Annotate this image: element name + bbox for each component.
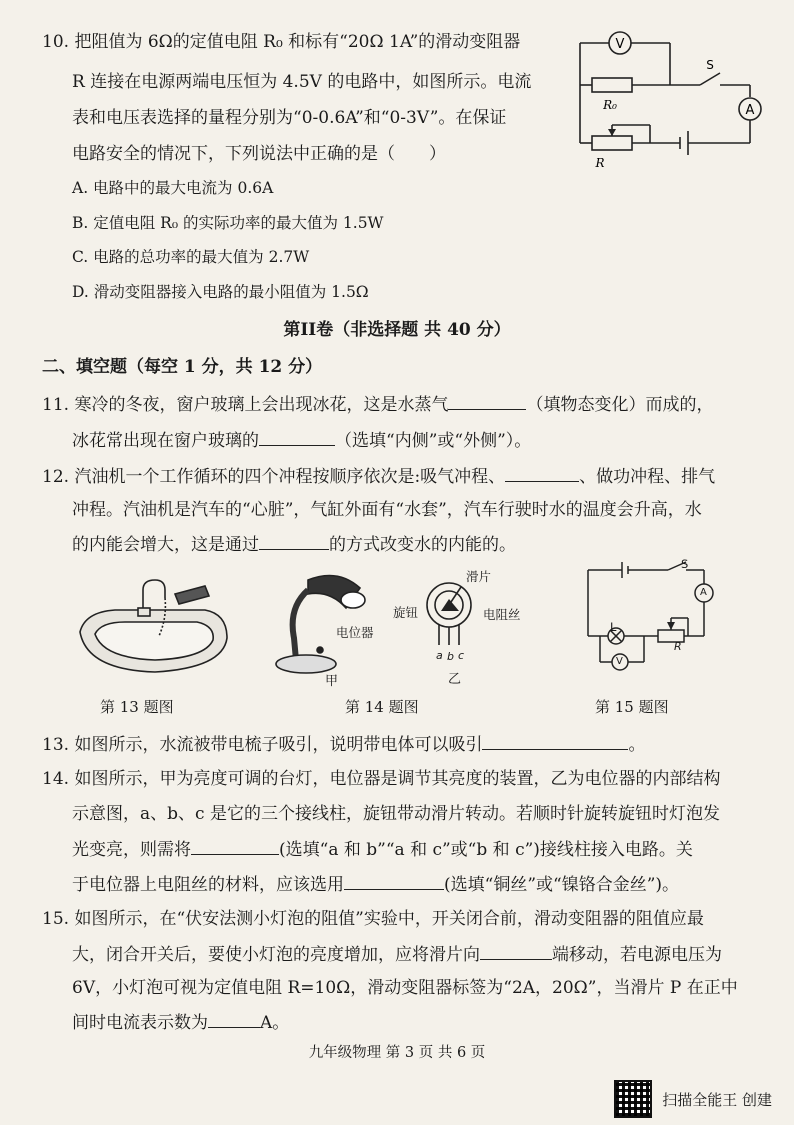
qr-code-icon bbox=[614, 1080, 652, 1118]
fig14-wire-label: 电阻丝 bbox=[483, 607, 521, 622]
fig14-terminal-b: b bbox=[447, 650, 454, 663]
q10-fig-voltmeter-label: V bbox=[615, 37, 625, 52]
q12-line1 bbox=[42, 464, 715, 489]
q10-line2: R 连接在电源两端电压恒为 4.5V 的电路中，如图所示。电流 bbox=[72, 72, 532, 92]
q10-option-d: D. 滑动变阻器接入电路的最小阻值为 1.5Ω bbox=[72, 283, 369, 301]
q11-text-1b: （填物态变化）而成的， bbox=[526, 395, 714, 415]
q14-text-3b: (选填“a 和 b”“a 和 c”或“b 和 c”)接线柱接入电路。关 bbox=[279, 840, 693, 860]
section2-heading-text: 二、填空题（每空 1 分，共 12 分） bbox=[42, 357, 323, 377]
q11-text-2a: 冰花常出现在窗户玻璃的 bbox=[72, 431, 259, 451]
q14-line1: 14. 如图所示，甲为亮度可调的台灯，电位器是调节其亮度的装置，乙为电位器的内部结构 bbox=[42, 769, 721, 789]
q10-circuit-diagram bbox=[570, 25, 770, 175]
q11-text-2b: （选填“内侧”或“外侧”）。 bbox=[335, 431, 532, 451]
q13-line bbox=[42, 732, 645, 757]
fig14-terminal-c: c bbox=[458, 649, 465, 662]
q12-text-3a: 的内能会增大，这是通过 bbox=[72, 535, 259, 555]
q13-text-a: 13. 如图所示，水流被带电梳子吸引，说明带电体可以吸引 bbox=[42, 735, 483, 755]
q14-line2: 示意图，a、b、c 是它的三个接线柱，旋钮带动滑片转动。若顺时针旋转旋钮时灯泡发 bbox=[72, 804, 720, 824]
fig15-caption: 第 15 题图 bbox=[595, 698, 669, 716]
q15-blank-1[interactable] bbox=[480, 942, 552, 960]
fig14-slider-label: 滑片 bbox=[466, 569, 492, 584]
scanner-watermark bbox=[614, 1080, 772, 1118]
q13-text-b: 。 bbox=[628, 735, 646, 755]
fig15-circuit-diagram bbox=[578, 560, 728, 685]
q15-text-2a: 大，闭合开关后，要使小灯泡的亮度增加，应将滑片向 bbox=[72, 945, 480, 965]
fig14-yi-label: 乙 bbox=[448, 672, 462, 687]
scanner-watermark-text: 扫描全能王 创建 bbox=[662, 1090, 772, 1109]
q12-text-1a: 12. 汽油机一个工作循环的四个冲程按顺序依次是:吸气冲程、 bbox=[42, 467, 506, 487]
q10-option-c: C. 电路的总功率的最大值为 2.7W bbox=[72, 248, 310, 266]
fig15-voltmeter-label: V bbox=[616, 656, 623, 667]
fig15-ammeter-label: A bbox=[700, 587, 707, 598]
q12-text-1b: 、做功冲程、排气 bbox=[579, 467, 716, 487]
q10-fig-switch-label: S bbox=[706, 58, 714, 72]
fig14-pot-label: 电位器 bbox=[336, 625, 374, 640]
q10-fig-ammeter-label: A bbox=[745, 103, 755, 118]
q15-text-4a: 间时电流表示数为 bbox=[72, 1013, 208, 1033]
q11-line1 bbox=[42, 392, 713, 417]
q10-line1: 10. 把阻值为 6Ω的定值电阻 R₀ 和标有“20Ω 1A”的滑动变阻器 bbox=[42, 32, 521, 52]
q10-option-a: A. 电路中的最大电流为 0.6A bbox=[72, 179, 274, 197]
q14-text-4a: 于电位器上电阻丝的材料，应该选用 bbox=[72, 875, 344, 895]
q15-line1: 15. 如图所示，在“伏安法测小灯泡的阻值”实验中，开关闭合前，滑动变阻器的阻值应最 bbox=[42, 909, 704, 929]
q14-text-4b: (选填“铜丝”或“镍铬合金丝”)。 bbox=[444, 875, 680, 895]
q15-text-2b: 端移动，若电源电压为 bbox=[552, 945, 722, 965]
q11-line2 bbox=[72, 428, 531, 453]
q15-blank-2[interactable] bbox=[208, 1010, 260, 1028]
q10-fig-r-label: R bbox=[595, 156, 605, 170]
q12-text-3b: 的方式改变水的内能的。 bbox=[329, 535, 516, 555]
q15-text-4b: A。 bbox=[260, 1013, 290, 1033]
q12-blank-1[interactable] bbox=[505, 464, 579, 482]
q10-line3: 表和电压表选择的量程分别为“0-0.6A”和“0-3V”。在保证 bbox=[72, 108, 507, 128]
q11-blank-1[interactable] bbox=[448, 392, 526, 410]
q12-line3 bbox=[72, 532, 516, 557]
q15-line3: 6V，小灯泡可视为定值电阻 R=10Ω，滑动变阻器标签为“2A，20Ω”，当滑片 P 在正中 bbox=[72, 978, 738, 998]
q10-line4: 电路安全的情况下，下列说法中正确的是（ ） bbox=[72, 144, 446, 164]
fig15-lamp-label: L bbox=[610, 620, 617, 634]
q10-fig-r0-label: R₀ bbox=[603, 98, 617, 112]
q11-text-1a: 11. 寒冷的冬夜，窗户玻璃上会出现冰花，这是水蒸气 bbox=[42, 395, 449, 415]
q10-option-b: B. 定值电阻 R₀ 的实际功率的最大值为 1.5W bbox=[72, 214, 384, 232]
fig14-terminal-a: a bbox=[436, 649, 443, 662]
fig14-jia-label: 甲 bbox=[325, 674, 339, 689]
fig15-rheostat-label: R bbox=[674, 640, 682, 653]
part2-title: 第II卷（非选择题 共 40 分） bbox=[283, 320, 511, 340]
q14-blank-2[interactable] bbox=[344, 872, 444, 890]
q12-line2: 冲程。汽油机是汽车的“心脏”，气缸外面有“水套”，汽车行驶时水的温度会升高，水 bbox=[72, 500, 702, 520]
page-footer: 九年级物理 第 3 页 共 6 页 bbox=[308, 1045, 486, 1061]
section2-heading bbox=[42, 355, 322, 379]
fig14-caption: 第 14 题图 bbox=[345, 698, 419, 716]
fig14-knob-label: 旋钮 bbox=[393, 605, 419, 620]
q14-line4 bbox=[72, 872, 679, 897]
q13-blank[interactable] bbox=[482, 732, 628, 750]
fig13-basin-illustration bbox=[75, 572, 235, 684]
q14-text-3a: 光变亮，则需将 bbox=[72, 840, 191, 860]
fig13-caption: 第 13 题图 bbox=[100, 698, 174, 716]
q15-line4 bbox=[72, 1010, 289, 1035]
fig15-switch-label: S bbox=[681, 557, 689, 571]
q14-line3 bbox=[72, 837, 693, 862]
q15-line2 bbox=[72, 942, 722, 967]
q11-blank-2[interactable] bbox=[259, 428, 335, 446]
q14-blank-1[interactable] bbox=[191, 837, 279, 855]
q12-blank-2[interactable] bbox=[259, 532, 329, 550]
